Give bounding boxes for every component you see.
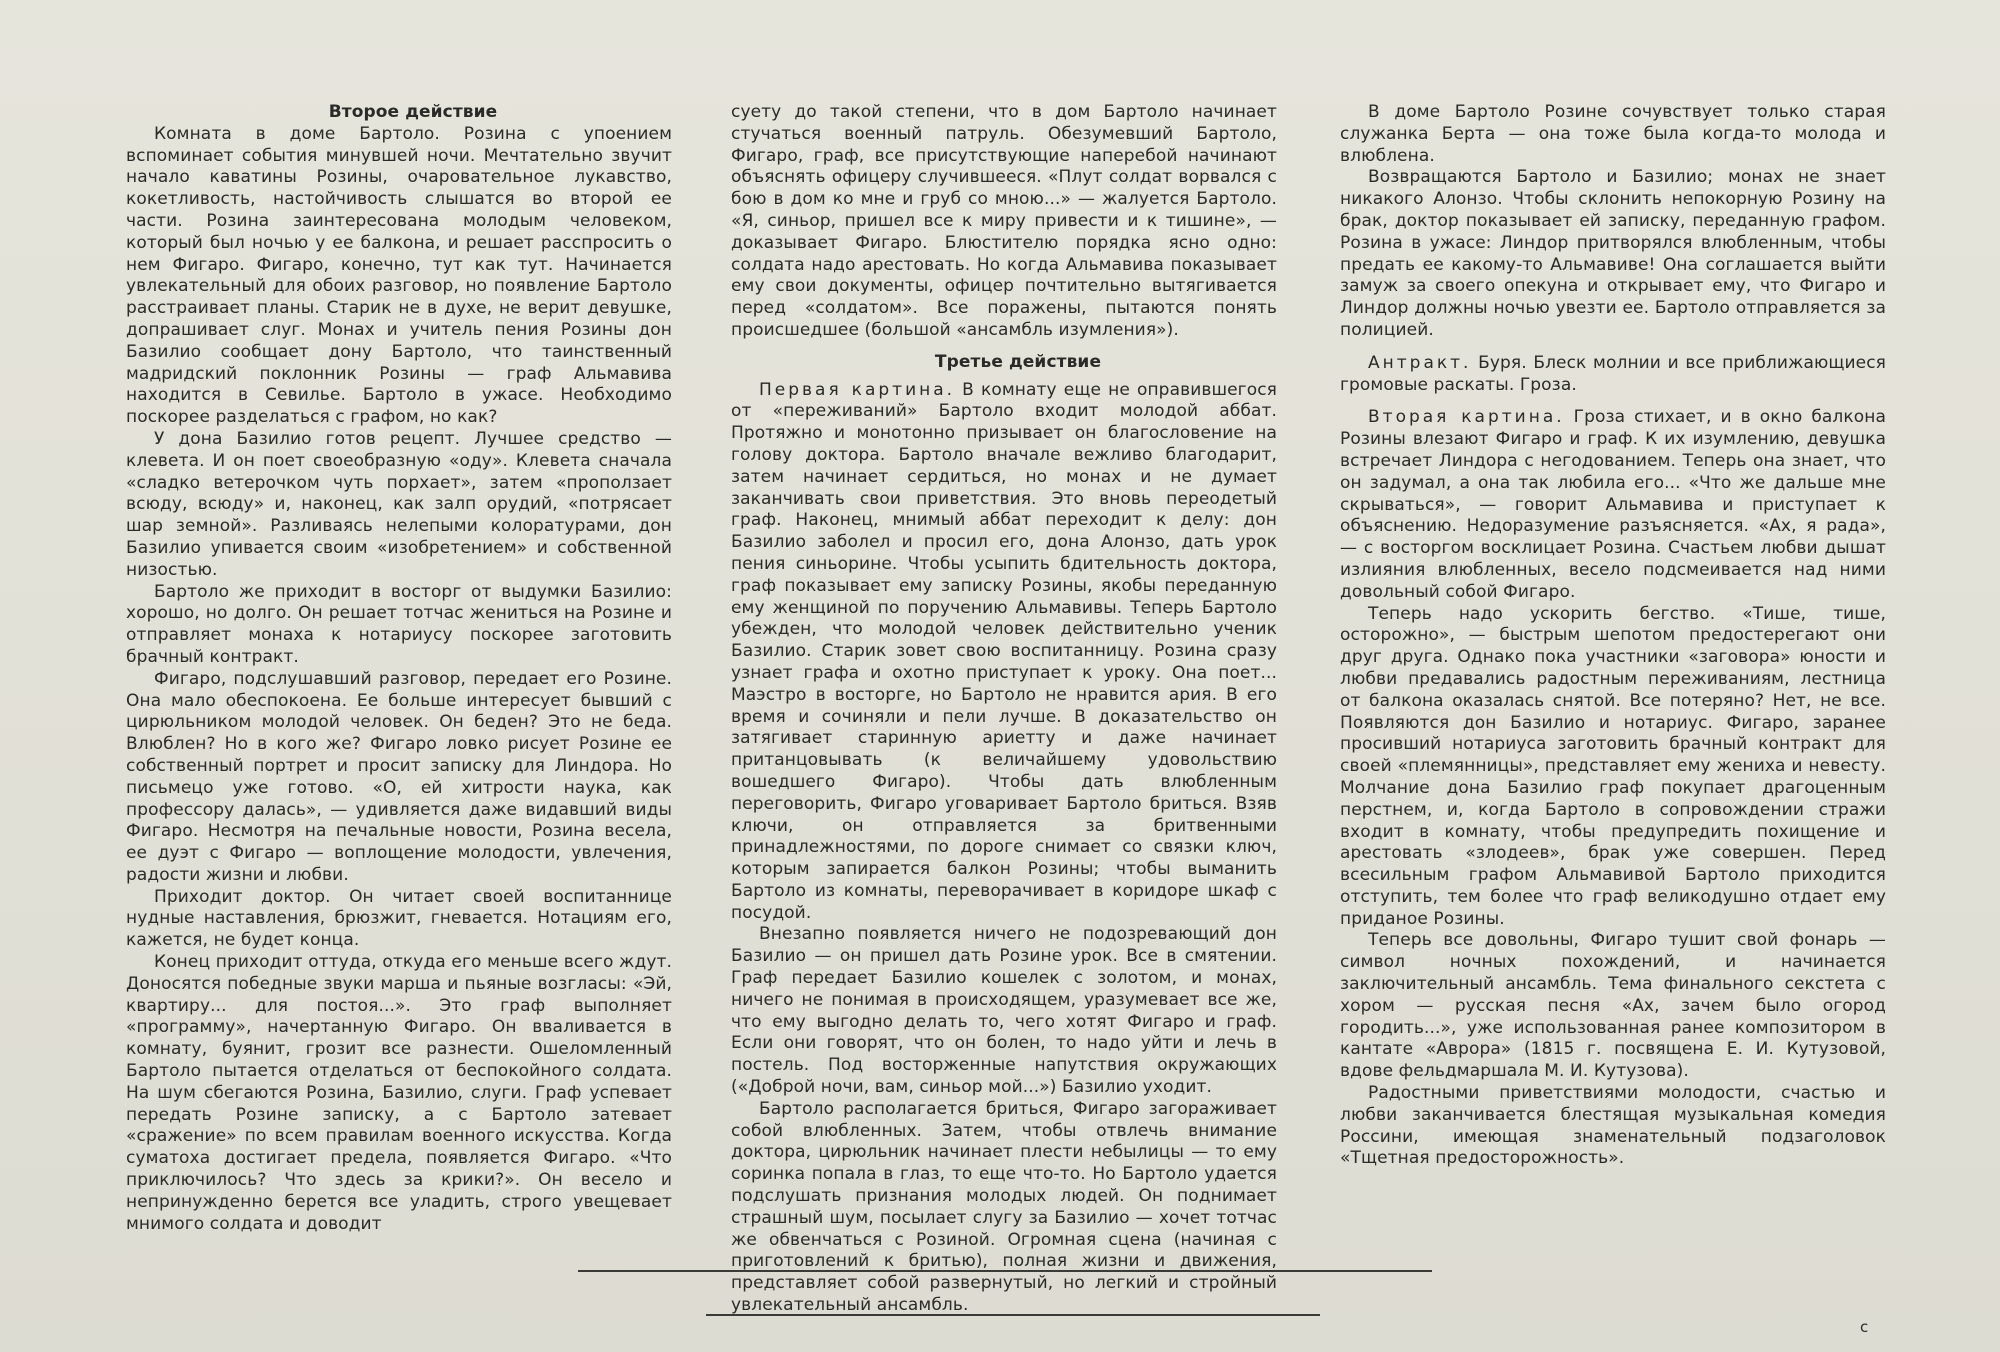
paragraph: Фигаро, подслушавший разговор, передает его Розине. Она мало обеспокоена. Ее больше интересует бывший с цирюльником молодой человек. Он беден? Это не беда. Влюблен? Но в кого же? Фигаро ловко рисует Розине ее собственный портрет и просит записку для Линдора. Но письмецо уже готово. «О, ей хитрости наука, как профессору далась», — удивляется даже видавший виды Фигаро. Несмотря на печальные новости, Розина весела, ее дуэт с Фигаро — воплощение молодости, увлечения, радости жизни и любви. [126,668,672,885]
page-mark: с [1860,1318,1869,1336]
paragraph: Теперь надо ускорить бегство. «Тише, тише, осторожно», — быстрым шепотом предостерегают они друг друга. Однако пока участники «заговора» юности и любви предавались радостным переживаниям, лестница от балкона оказалась снятой. Все потеряно? Нет, не все. Появляются дон Базилио и нотариус. Фигаро, заранее просивший нотариуса заготовить брачный контракт для своей «племянницы», представляет ему жениха и невесту. Молчание дона Базилио граф покупает драгоценным перстнем, и, когда Бартоло в сопровождении стражи входит в комнату, чтобы предупредить похищение и арестовать «злодеев», брак уже совершен. Перед всесильным графом Альмавивой Бартоло приходится отступить, тем более что граф великодушно отдает ему приданое Розины. [1340,603,1886,929]
scene1-label: Первая картина. [759,379,956,400]
paragraph: суету до такой степени, что в дом Бартоло начинает стучаться военный патруль. Обезумевший Бартоло, Фигаро, граф, все присутствующие наперебой начинают объяснять офицеру случившееся. «Плут солдат ворвался с бою в дом ко мне и груб со мною...» — жалуется Бартоло. «Я, синьор, пришел все к миру привести и к тишине», — доказывает Фигаро. Блюстителю порядка ясно одно: солдата надо арестовать. Но когда Альмавива показывает ему свои документы, офицер почтительно вытягивается перед «солдатом». Все поражены, пытаются понять происшедшее (большой «ансамбль изумления»). [731,102,1277,340]
paragraph: Первая картина. В комнату еще не оправившегося от «переживаний» Бартоло входит молодой аббат. Протяжно и монотонно призывает он благословение на голову доктора. Бартоло вначале вежливо благодарит, затем начинает сердиться, но монах и не думает заканчивать свои приветствия. Это вновь переодетый граф. Наконец, мнимый аббат переходит к делу: дон Базилио заболел и просил его, дона Алонзо, дать урок пения синьорине. Чтобы усыпить бдительность доктора, граф показывает ему записку Розины, якобы переданную ему женщиной по поручению Альмавивы. Теперь Бартоло убежден, что молодой человек действительно ученик Базилио. Старик зовет свою воспитанницу. Розина сразу узнает графа и охотно приступает к уроку. Она поет... Маэстро в восторге, но Бартоло не нравится ария. В его время и сочиняли и пели лучше. В доказательство он затягивает старинную ариетту и даже начинает пританцовывать (к величайшему удовольствию вошедшего Фигаро). Чтобы дать влюбленным переговорить, Фигаро уговаривает Бартоло бриться. Взяв ключи, он отправляется за бритвенными принадлежностями, по дороге снимает со связки ключ, которым запирается балкон Розины; чтобы выманить Бартоло из комнаты, переворачивает в коридоре шкаф с посудой. [731,379,1277,923]
column-middle [731,102,1277,1317]
paragraph: Внезапно появляется ничего не подозревающий дон Базилио — он пришел дать Розине урок. Все в смятении. Граф передает Базилио кошелек с золотом, и монах, ничего не понимая в происходящем, уразумевает все же, что ему выгодно делать то, чего хотят Фигаро и граф. Если они говорят, что он болен, то надо уйти и лечь в постель. Под восторженные напутствия окружающих («Доброй ночи, вам, синьор мой...») Базилио уходит. [731,924,1277,1098]
paragraph: Бартоло располагается бриться, Фигаро загораживает собой влюбленных. Затем, чтобы отвлечь внимание доктора, цирюльник начинает плести небылицы — то ему соринка попала в глаз, то еще что-то. Но Бартоло удается подслушать признания молодых людей. Он поднимает страшный шум, посылает слугу за Базилио — хочет тотчас же обвенчаться с Розиной. Огромная сцена (начиная с приготовлений к бритью), полная жизни и движения, представляет собой развернутый, но легкий и стройный увлекательный ансамбль. [731,1098,1277,1316]
divider-line [578,1270,1432,1272]
act3-heading: Третье действие [934,351,1102,372]
column-right [1340,102,1886,1170]
paragraph: Возвращаются Бартоло и Базилио; монах не знает никакого Алонзо. Чтобы склонить непокорную Розину на брак, доктор показывает ей записку, переданную графом. Розина в ужасе: Линдор притворялся влюбленным, чтобы предать ее какому-то Альмавиве! Она соглашается выйти замуж за своего опекуна и открывает ему, что Фигаро и Линдор должны ночью увезти ее. Бартоло отправляется за полицией. [1340,167,1886,340]
paragraph: Комната в доме Бартоло. Розина с упоением вспоминает события минувшей ночи. Мечтательно звучит начало каватины Розины, очаровательное лукавство, кокетливость, настойчивость слышатся во второй ее части. Розина заинтересована молодым человеком, который был ночью у ее балкона, и решает расспросить о нем Фигаро. Фигаро, конечно, тут как тут. Начинается увлекательный для обоих разговор, но появление Бартоло расстраивает планы. Старик не в духе, не верит девушке, допрашивает слуг. Монах и учитель пения Розины дон Базилио сообщает дону Бартоло, что таинственный мадридский поклонник Розины — граф Альмавива находится в Севилье. Бартоло в ужасе. Необходимо поскорее разделаться с графом, но как? [126,123,672,428]
entracte-label: Антракт. [1368,352,1472,373]
scene2-label: Вторая картина. [1368,407,1565,428]
act2-heading: Второе действие [328,102,498,122]
paragraph: Антракт. Буря. Блеск молнии и все приближающиеся громовые раскаты. Гроза. [1340,352,1886,395]
paragraph: В доме Бартоло Розине сочувствует только старая служанка Берта — она тоже была когда-то молода и влюблена. [1340,102,1886,166]
paragraph: Теперь все довольны, Фигаро тушит свой фонарь — символ ночных похождений, и начинается заключительный ансамбль. Тема финального секстета с хором — русская песня «Ах, зачем было огород городить...», уже использованная ранее композитором в кантате «Аврора» (1815 г. посвящена Е. И. Кутузовой, вдове фельдмаршала М. И. Кутузова). [1340,930,1886,1082]
paragraph: Конец приходит оттуда, откуда его меньше всего ждут. Доносятся победные звуки марша и пьяные возгласы: «Эй, квартиру... для постоя...». Это граф выполняет «программу», начертанную Фигаро. Он вваливается в комнату, буянит, грозит все разнести. Ошеломленный Бартоло пытается отделаться от беспокойного солдата. На шум сбегаются Розина, Базилио, слуги. Граф успевает передать Розине записку, а с Бартоло затевает «сражение» по всем правилам военного искусства. Когда суматоха достигает предела, появляется Фигаро. «Что приключилось? Что здесь за крики?». Он весело и непринужденно берется все уладить, строго увещевает мнимого солдата и доводит [126,952,672,1234]
paragraph: Приходит доктор. Он читает своей воспитаннице нудные наставления, брюзжит, гневается. Нотациям его, кажется, не будет конца. [126,886,672,951]
paragraph: Радостными приветствиями молодости, счастью и любви заканчивается блестящая музыкальная комедия Россини, имеющая знаменательный подзаголовок «Тщетная предосторожность». [1340,1083,1886,1169]
paragraph: У дона Базилио готов рецепт. Лучшее средство — клевета. И он поет своеобразную «оду». Клевета сначала «сладко ветерочком чуть порхает», затем «проползает всюду, всюду» и, наконец, как залп орудий, «потрясает шар земной». Разливаясь нелепыми колоратурами, дон Базилио упивается своим «изобретением» и собственной низостью. [126,428,672,580]
column-left [126,102,672,1235]
paragraph: Вторая картина. Гроза стихает, и в окно балкона Розины влезают Фигаро и граф. К их изумлению, девушка встречает Линдора с негодованием. Теперь она знает, что он задумал, а она так любила его... «Что же дальше мне скрываться», — говорит Альмавива и приступает к объяснению. Недоразумение разъясняется. «Ах, я рада», — с восторгом восклицает Розина. Счастьем любви дышат излияния влюбленных, весело подсмеивается над ними довольный собой Фигаро. [1340,407,1886,602]
divider-line [706,1314,1320,1316]
paragraph: Бартоло же приходит в восторг от выдумки Базилио: хорошо, но долго. Он решает тотчас жениться на Розине и отправляет монаха к нотариусу поскорее заготовить брачный контракт. [126,581,672,667]
